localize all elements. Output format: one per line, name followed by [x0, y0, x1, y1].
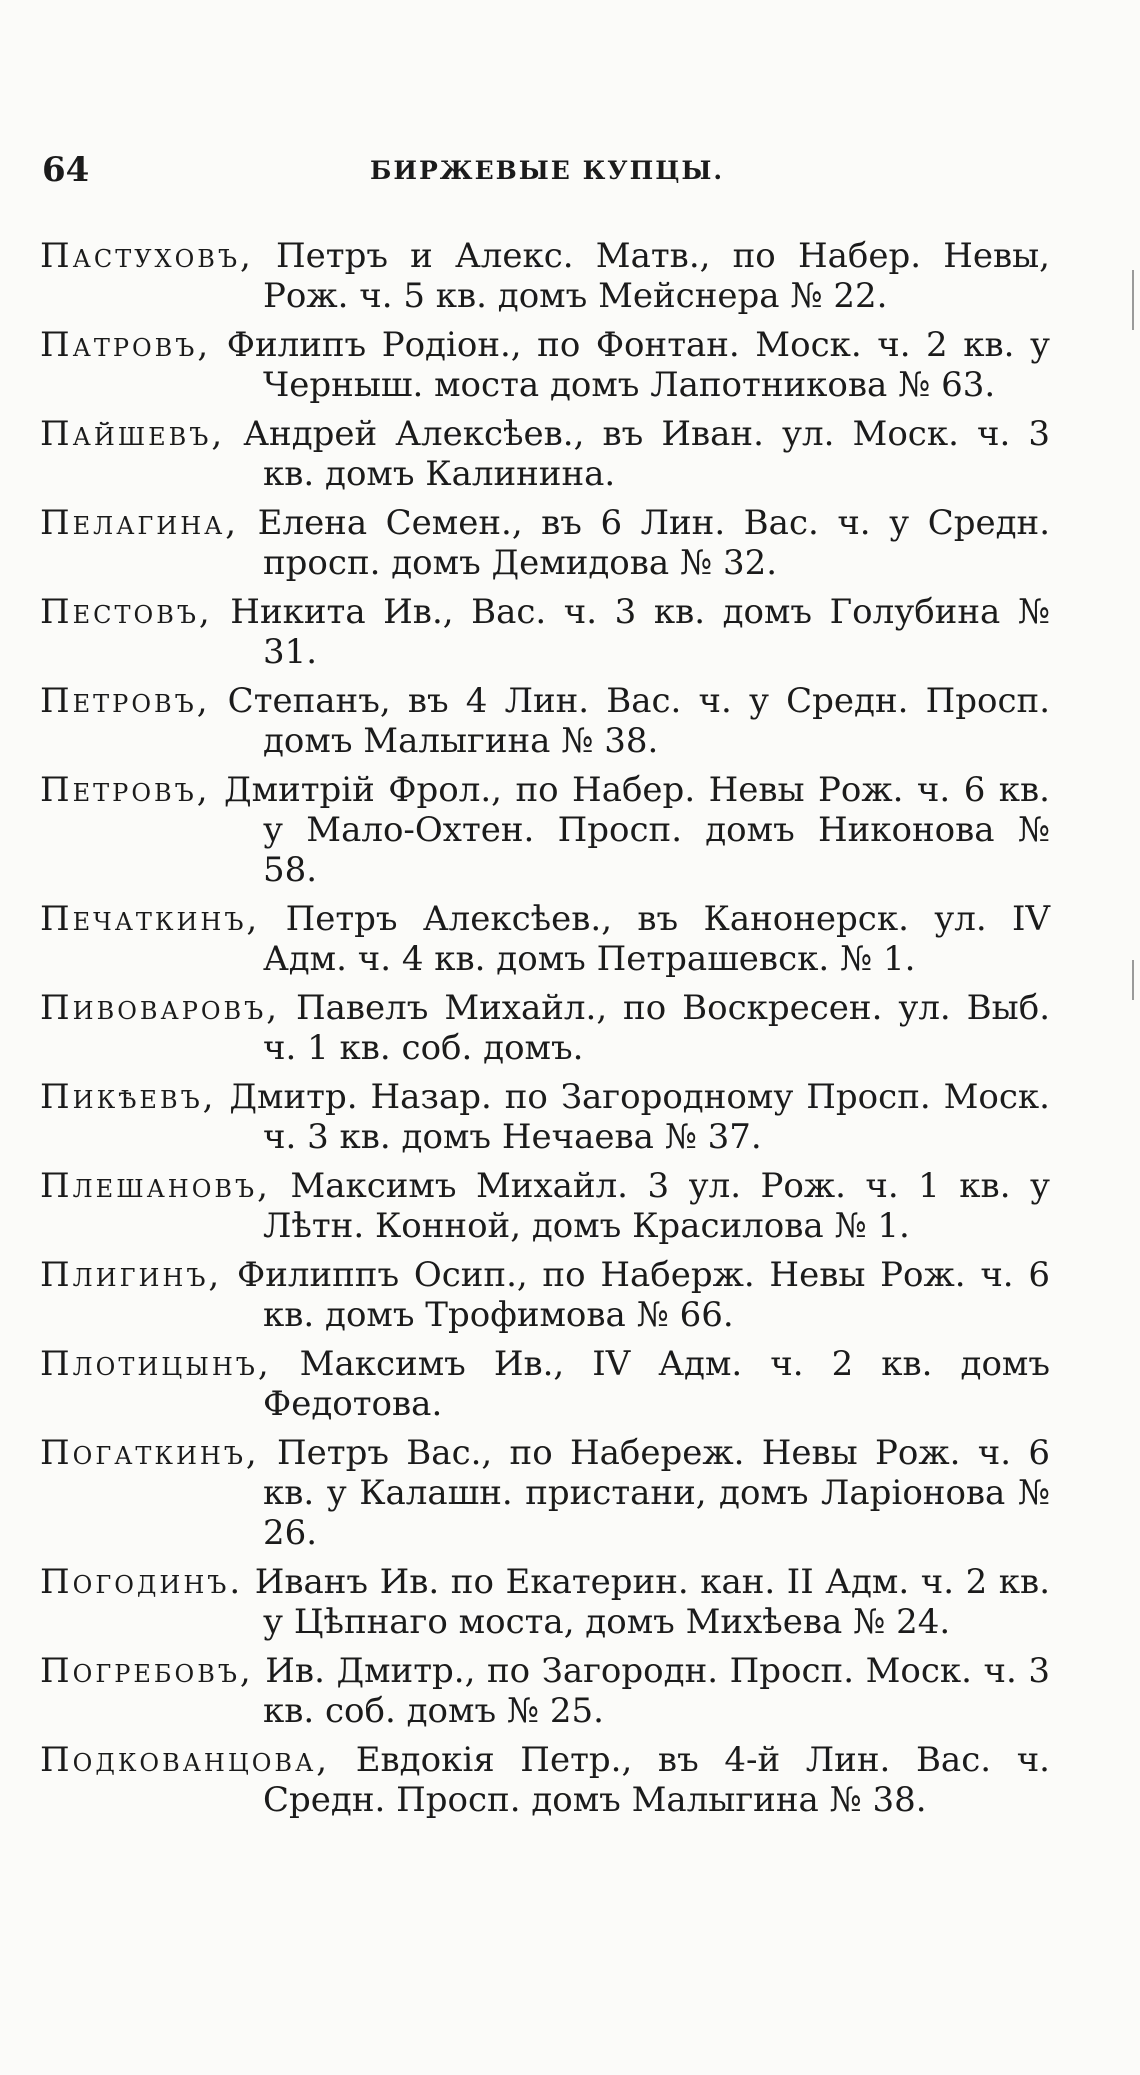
entry-details: Петръ и Алекс. Матв., по Набер. Невы, Рож. ч. 5 кв. домъ Мейснера № 22. [253, 236, 1050, 316]
directory-entry [40, 592, 1050, 672]
directory-entry [40, 414, 1050, 494]
entry-details: Дмитр. Назар. по Загородному Просп. Моск. ч. 3 кв. домъ Нечаева № 37. [216, 1077, 1050, 1157]
entry-details: Иванъ Ив. по Екатерин. кан. II Адм. ч. 2 кв. у Цѣпнаго моста, домъ Михѣева № 24. [243, 1562, 1050, 1642]
entry-details: Максимъ Ив., IV Адм. ч. 2 кв. домъ Федотова. [263, 1344, 1050, 1424]
directory-entry [40, 1740, 1050, 1820]
scan-edge-mark [1132, 960, 1134, 1000]
entry-surname: Печаткинъ, [40, 899, 261, 939]
directory-entry [40, 899, 1050, 979]
entry-details: Филиппъ Осип., по Наберж. Невы Рож. ч. 6 кв. домъ Трофимова № 66. [222, 1255, 1050, 1335]
directory-entry [40, 1562, 1050, 1642]
entry-surname: Погодинъ. [40, 1562, 244, 1602]
directory-entry [40, 1344, 1050, 1424]
entry-details: Филипъ Родіон., по Фонтан. Моск. ч. 2 кв. у Черныш. моста домъ Лапотникова № 63. [211, 325, 1050, 405]
directory-list [40, 236, 1050, 1820]
entry-details: Ив. Дмитр., по Загородн. Просп. Моск. ч. 3 кв. соб. домъ № 25. [253, 1651, 1050, 1731]
directory-entry [40, 325, 1050, 405]
directory-entry [40, 681, 1050, 761]
entry-surname: Подкованцова, [40, 1740, 331, 1780]
entry-details: Андрей Алексѣев., въ Иван. ул. Моск. ч. 3 кв. домъ Калинина. [225, 414, 1050, 494]
directory-entry [40, 1166, 1050, 1246]
document-page [40, 150, 1050, 1829]
entry-surname: Погребовъ, [40, 1651, 254, 1691]
directory-entry [40, 1077, 1050, 1157]
entry-surname: Пикѣевъ, [40, 1077, 217, 1117]
directory-entry [40, 1255, 1050, 1335]
entry-details: Никита Ив., Вас. ч. 3 кв. домъ Голубина № 31. [212, 592, 1050, 672]
entry-details: Максимъ Михайл. 3 ул. Рож. ч. 1 кв. у Лѣтн. Конной, домъ Красилова № 1. [263, 1166, 1050, 1246]
entry-details: Павелъ Михайл., по Воскресен. ул. Выб. ч. 1 кв. соб. домъ. [263, 988, 1050, 1068]
directory-entry [40, 236, 1050, 316]
entry-details: Петръ Алексѣев., въ Канонерск. ул. IV Адм. ч. 4 кв. домъ Петрашевск. № 1. [260, 899, 1050, 979]
entry-surname: Плешановъ, [40, 1166, 271, 1206]
running-title: БИРЖЕВЫЕ КУПЦЫ. [370, 156, 725, 185]
directory-entry [40, 1433, 1050, 1553]
entry-details: Елена Семен., въ 6 Лин. Вас. ч. у Средн. просп. домъ Демидова № 32. [239, 503, 1050, 583]
entry-surname: Плигинъ, [40, 1255, 223, 1295]
directory-entry [40, 770, 1050, 890]
entry-surname: Плотицынъ, [40, 1344, 272, 1384]
entry-surname: Пастуховъ, [40, 236, 254, 276]
entry-surname: Пайшевъ, [40, 414, 226, 454]
entry-surname: Патровъ, [40, 325, 212, 365]
directory-entry [40, 1651, 1050, 1731]
directory-entry [40, 988, 1050, 1068]
entry-details: Степанъ, въ 4 Лин. Вас. ч. у Средн. Просп. домъ Малыгина № 38. [210, 681, 1050, 761]
entry-details: Евдокія Петр., въ 4-й Лин. Вас. ч. Средн. Просп. домъ Малыгина № 38. [263, 1740, 1050, 1820]
entry-surname: Пивоваровъ, [40, 988, 281, 1028]
entry-surname: Погаткинъ, [40, 1433, 260, 1473]
entry-details: Дмитрій Фрол., по Набер. Невы Рож. ч. 6 кв. у Мало-Охтен. Просп. домъ Никонова № 58. [210, 770, 1050, 890]
entry-surname: Петровъ, [40, 770, 211, 810]
entry-surname: Пестовъ, [40, 592, 213, 632]
page-number: 64 [42, 150, 90, 190]
directory-entry [40, 503, 1050, 583]
running-head [40, 150, 1050, 210]
entry-surname: Петровъ, [40, 681, 211, 721]
entry-surname: Пелагина, [40, 503, 240, 543]
entry-details: Петръ Вас., по Набереж. Невы Рож. ч. 6 кв. у Калашн. пристани, домъ Ларіонова № 26. [259, 1433, 1050, 1553]
scan-edge-mark [1132, 270, 1134, 330]
